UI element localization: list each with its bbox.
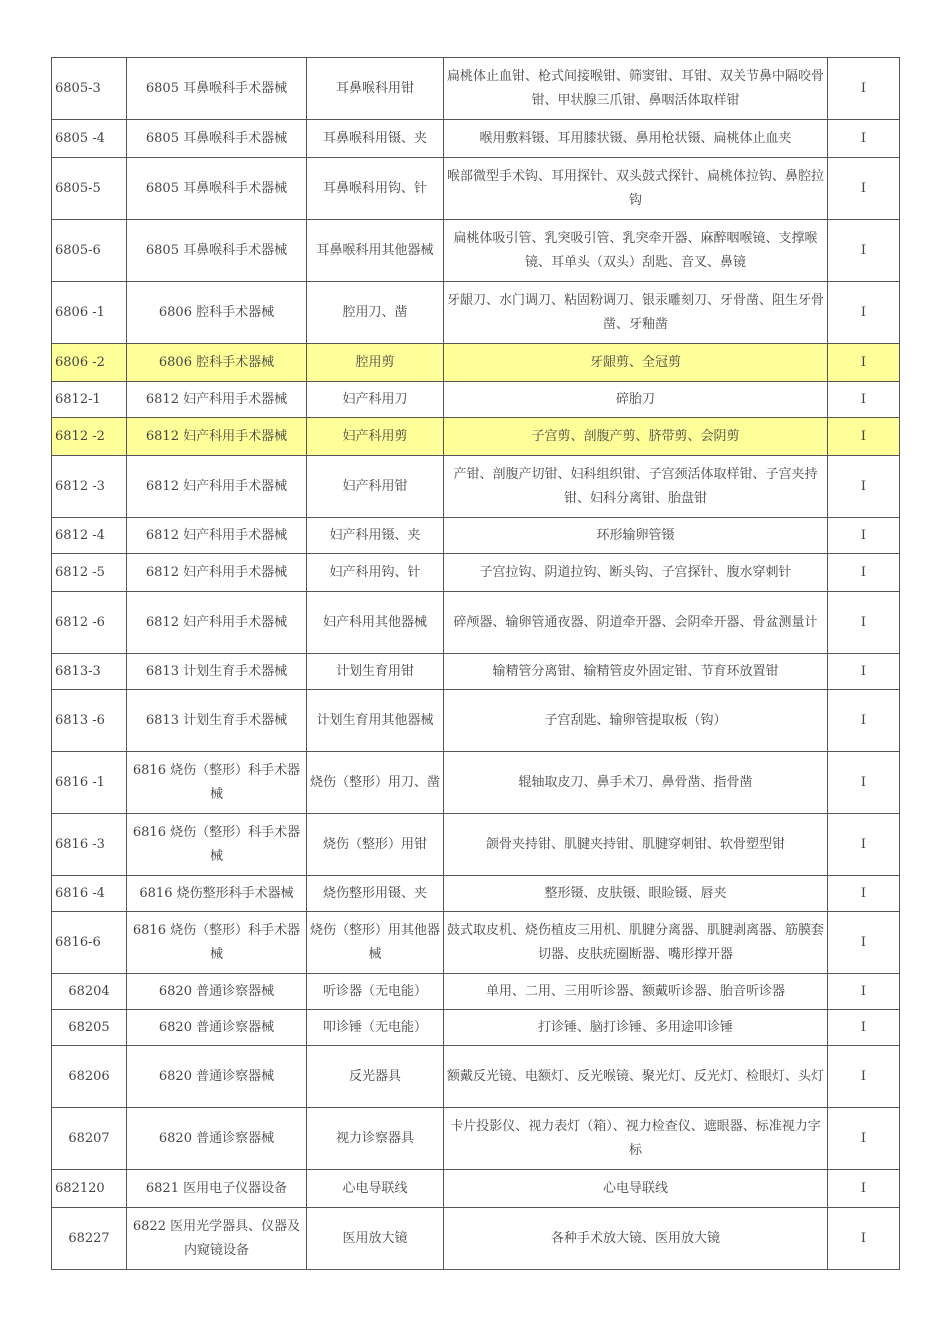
row-code: 6805-3	[52, 58, 127, 120]
row-category: 6820 普通诊察器械	[127, 1010, 307, 1046]
row-description: 额戴反光镜、电额灯、反光喉镜、聚光灯、反光灯、检眼灯、头灯	[444, 1046, 828, 1108]
row-code: 6805-6	[52, 220, 127, 282]
table-row	[52, 1108, 900, 1170]
table-row	[52, 158, 900, 220]
row-code: 6805-5	[52, 158, 127, 220]
row-class: I	[828, 876, 900, 912]
row-description: 碎颅器、输卵管通夜器、阴道牵开器、会阴牵开器、骨盆测量计	[444, 592, 828, 654]
table-row	[52, 654, 900, 690]
row-code: 6816-6	[52, 912, 127, 974]
row-code: 6816 -1	[52, 752, 127, 814]
row-product-name: 妇产科用镊、夹	[307, 518, 444, 554]
row-product-name: 腔用刀、凿	[307, 282, 444, 344]
row-product-name: 计划生育用钳	[307, 654, 444, 690]
row-description: 喉用敷料镊、耳用膝状镊、鼻用枪状镊、扁桃体止血夹	[444, 120, 828, 158]
row-class: I	[828, 282, 900, 344]
row-description: 扁桃体吸引管、乳突吸引管、乳突牵开器、麻醉咽喉镜、支撑喉镜、耳单头（双头）刮匙、音叉、鼻镜	[444, 220, 828, 282]
row-category: 6812 妇产科用手术器械	[127, 592, 307, 654]
row-class: I	[828, 592, 900, 654]
row-description: 整形镊、皮肤镊、眼睑镊、唇夹	[444, 876, 828, 912]
row-class: I	[828, 1046, 900, 1108]
row-description: 喉部微型手术钩、耳用探针、双头鼓式探针、扁桃体拉钩、鼻腔拉钩	[444, 158, 828, 220]
table-row	[52, 752, 900, 814]
row-product-name: 耳鼻喉科用其他器械	[307, 220, 444, 282]
row-description: 心电导联线	[444, 1170, 828, 1208]
row-class: I	[828, 344, 900, 382]
table-row	[52, 814, 900, 876]
row-code: 6816 -3	[52, 814, 127, 876]
table-row	[52, 1010, 900, 1046]
row-code: 6805 -4	[52, 120, 127, 158]
row-category: 6812 妇产科用手术器械	[127, 456, 307, 518]
row-class: I	[828, 814, 900, 876]
row-description: 辊轴取皮刀、鼻手术刀、鼻骨凿、指骨凿	[444, 752, 828, 814]
row-product-name: 医用放大镜	[307, 1208, 444, 1270]
table-row	[52, 554, 900, 592]
row-product-name: 心电导联线	[307, 1170, 444, 1208]
row-category: 6816 烧伤（整形）科手术器械	[127, 912, 307, 974]
row-product-name: 耳鼻喉科用钩、针	[307, 158, 444, 220]
row-category: 6822 医用光学器具、仪器及内窥镜设备	[127, 1208, 307, 1270]
table-row	[52, 518, 900, 554]
row-product-name: 耳鼻喉科用钳	[307, 58, 444, 120]
row-description: 单用、二用、三用听诊器、额戴听诊器、胎音听诊器	[444, 974, 828, 1010]
row-product-name: 腔用剪	[307, 344, 444, 382]
table-row	[52, 220, 900, 282]
row-category: 6806 腔科手术器械	[127, 344, 307, 382]
table-row	[52, 912, 900, 974]
row-category: 6813 计划生育手术器械	[127, 690, 307, 752]
row-code: 6812 -3	[52, 456, 127, 518]
row-description: 牙龈剪、全冠剪	[444, 344, 828, 382]
row-class: I	[828, 974, 900, 1010]
table-row	[52, 120, 900, 158]
row-category: 6805 耳鼻喉科手术器械	[127, 158, 307, 220]
row-class: I	[828, 382, 900, 418]
row-class: I	[828, 1208, 900, 1270]
table-row-highlighted	[52, 344, 900, 382]
row-code: 6812 -5	[52, 554, 127, 592]
row-code: 68206	[52, 1046, 127, 1108]
table-row	[52, 974, 900, 1010]
row-description: 产钳、剖腹产切钳、妇科组织钳、子宫颈活体取样钳、子宫夹持钳、妇科分离钳、胎盘钳	[444, 456, 828, 518]
row-class: I	[828, 158, 900, 220]
row-class: I	[828, 58, 900, 120]
row-code: 6816 -4	[52, 876, 127, 912]
row-product-name: 烧伤（整形）用钳	[307, 814, 444, 876]
table-row	[52, 690, 900, 752]
row-product-name: 耳鼻喉科用镊、夹	[307, 120, 444, 158]
device-catalog-table	[51, 57, 900, 1270]
table-row	[52, 382, 900, 418]
table-row-highlighted	[52, 418, 900, 456]
table-row	[52, 282, 900, 344]
row-product-name: 反光器具	[307, 1046, 444, 1108]
row-code: 6806 -1	[52, 282, 127, 344]
row-product-name: 妇产科用其他器械	[307, 592, 444, 654]
row-category: 6816 烧伤（整形）科手术器械	[127, 752, 307, 814]
row-class: I	[828, 1108, 900, 1170]
row-category: 6812 妇产科用手术器械	[127, 518, 307, 554]
row-code: 6812-1	[52, 382, 127, 418]
row-code: 6806 -2	[52, 344, 127, 382]
table-row	[52, 1170, 900, 1208]
row-product-name: 烧伤（整形）用其他器械	[307, 912, 444, 974]
row-category: 6816 烧伤整形科手术器械	[127, 876, 307, 912]
row-description: 鼓式取皮机、烧伤植皮三用机、肌腱分离器、肌腱剥离器、筋膜套切器、皮肤疣圈断器、嘴形撑开器	[444, 912, 828, 974]
table-row	[52, 1208, 900, 1270]
row-product-name: 妇产科用刀	[307, 382, 444, 418]
row-product-name: 烧伤整形用镊、夹	[307, 876, 444, 912]
row-code: 68204	[52, 974, 127, 1010]
row-category: 6816 烧伤（整形）科手术器械	[127, 814, 307, 876]
row-product-name: 计划生育用其他器械	[307, 690, 444, 752]
row-description: 各种手术放大镜、医用放大镜	[444, 1208, 828, 1270]
table-row	[52, 876, 900, 912]
row-code: 682120	[52, 1170, 127, 1208]
row-code: 68205	[52, 1010, 127, 1046]
row-code: 6812 -4	[52, 518, 127, 554]
row-description: 子宫剪、剖腹产剪、脐带剪、会阴剪	[444, 418, 828, 456]
row-class: I	[828, 518, 900, 554]
row-category: 6806 腔科手术器械	[127, 282, 307, 344]
row-class: I	[828, 418, 900, 456]
row-description: 卡片投影仪、视力表灯（箱）、视力检查仪、遮眼器、标准视力字标	[444, 1108, 828, 1170]
row-product-name: 妇产科用钩、针	[307, 554, 444, 592]
row-category: 6812 妇产科用手术器械	[127, 382, 307, 418]
row-category: 6805 耳鼻喉科手术器械	[127, 58, 307, 120]
row-category: 6812 妇产科用手术器械	[127, 418, 307, 456]
row-product-name: 妇产科用剪	[307, 418, 444, 456]
row-code: 6812 -6	[52, 592, 127, 654]
row-code: 6813 -6	[52, 690, 127, 752]
table-row	[52, 58, 900, 120]
row-description: 环形输卵管镊	[444, 518, 828, 554]
row-code: 68227	[52, 1208, 127, 1270]
row-product-name: 妇产科用钳	[307, 456, 444, 518]
table-row	[52, 456, 900, 518]
row-category: 6813 计划生育手术器械	[127, 654, 307, 690]
row-class: I	[828, 554, 900, 592]
row-description: 扁桃体止血钳、枪式间接喉钳、筛窦钳、耳钳、双关节鼻中隔咬骨钳、甲状腺三爪钳、鼻咽活体取样钳	[444, 58, 828, 120]
row-class: I	[828, 752, 900, 814]
row-class: I	[828, 1170, 900, 1208]
row-class: I	[828, 690, 900, 752]
row-category: 6821 医用电子仪器设备	[127, 1170, 307, 1208]
row-description: 输精管分离钳、输精管皮外固定钳、节育环放置钳	[444, 654, 828, 690]
row-class: I	[828, 120, 900, 158]
row-description: 碎胎刀	[444, 382, 828, 418]
row-category: 6820 普通诊察器械	[127, 1046, 307, 1108]
row-category: 6812 妇产科用手术器械	[127, 554, 307, 592]
table-row	[52, 1046, 900, 1108]
table-row	[52, 592, 900, 654]
row-product-name: 叩诊锤（无电能）	[307, 1010, 444, 1046]
row-product-name: 听诊器（无电能）	[307, 974, 444, 1010]
row-product-name: 视力诊察器具	[307, 1108, 444, 1170]
row-description: 打诊锤、脑打诊锤、多用途叩诊锤	[444, 1010, 828, 1046]
row-description: 牙龈刀、水门调刀、粘固粉调刀、银汞雕刻刀、牙骨凿、阻生牙骨凿、牙釉凿	[444, 282, 828, 344]
row-category: 6805 耳鼻喉科手术器械	[127, 220, 307, 282]
row-code: 68207	[52, 1108, 127, 1170]
row-class: I	[828, 220, 900, 282]
row-description: 颌骨夹持钳、肌腱夹持钳、肌腱穿刺钳、软骨塑型钳	[444, 814, 828, 876]
row-class: I	[828, 912, 900, 974]
row-class: I	[828, 654, 900, 690]
row-code: 6812 -2	[52, 418, 127, 456]
row-description: 子宫拉钩、阴道拉钩、断头钩、子宫探针、腹水穿刺针	[444, 554, 828, 592]
row-class: I	[828, 1010, 900, 1046]
row-category: 6820 普通诊察器械	[127, 974, 307, 1010]
row-code: 6813-3	[52, 654, 127, 690]
row-product-name: 烧伤（整形）用刀、凿	[307, 752, 444, 814]
row-category: 6805 耳鼻喉科手术器械	[127, 120, 307, 158]
row-category: 6820 普通诊察器械	[127, 1108, 307, 1170]
row-description: 子宫刮匙、输卵管提取板（钩）	[444, 690, 828, 752]
row-class: I	[828, 456, 900, 518]
